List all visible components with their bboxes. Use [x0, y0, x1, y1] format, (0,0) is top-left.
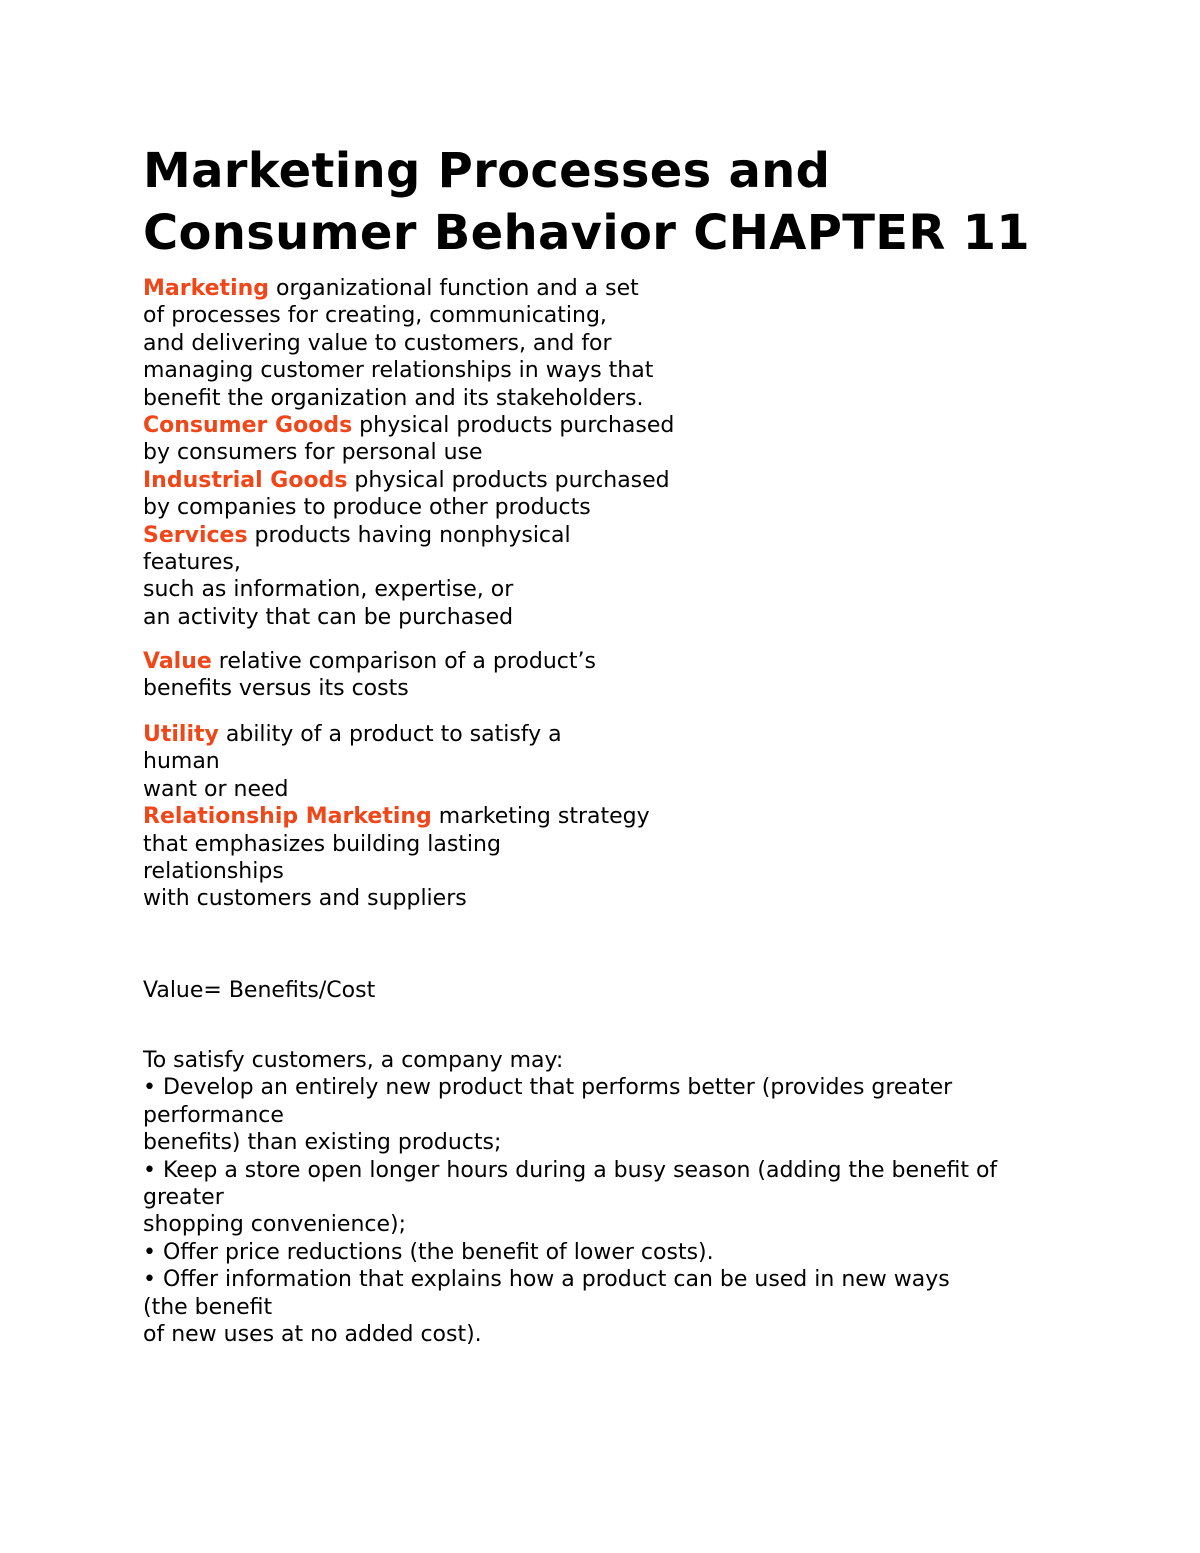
- list-item: • Offer price reductions (the benefit of lower costs).: [143, 1239, 714, 1265]
- list-item: performance: [143, 1102, 284, 1128]
- definition-relationship-marketing: [143, 803, 650, 830]
- definition-text: physical products purchased: [352, 412, 675, 438]
- definition-text: features,: [143, 549, 241, 575]
- term-relationship-marketing: Relationship Marketing: [143, 804, 432, 830]
- definition-text: products having nonphysical: [247, 522, 571, 548]
- term-value: Value: [143, 649, 212, 674]
- list-item: • Offer information that explains how a product can be used in new ways: [143, 1267, 950, 1293]
- definition-text: human: [143, 749, 220, 775]
- document-title: [143, 140, 1030, 264]
- definition-text: benefit the organization and its stakeholders.: [143, 385, 644, 411]
- definition-text: benefits versus its costs: [143, 676, 409, 702]
- list-item: • Develop an entirely new product that performs better (provides greater: [143, 1075, 953, 1101]
- term-services: Services: [143, 522, 248, 548]
- title-line-1: Marketing Processes and: [143, 143, 831, 199]
- definition-text: by consumers for personal use: [143, 440, 483, 466]
- definition-consumer-goods: [143, 412, 674, 439]
- definition-text: that emphasizes building lasting: [143, 831, 501, 857]
- list-item: shopping convenience);: [143, 1212, 407, 1238]
- definition-text: physical products purchased: [347, 467, 670, 493]
- definition-text: of processes for creating, communicating,: [143, 303, 607, 329]
- definition-services: [143, 522, 674, 549]
- term-consumer-goods: Consumer Goods: [143, 412, 353, 438]
- list-item: of new uses at no added cost).: [143, 1321, 482, 1347]
- definitions-group-goods: [143, 275, 674, 631]
- satisfy-customers-list: [143, 1047, 997, 1348]
- term-industrial-goods: Industrial Goods: [143, 467, 348, 493]
- definition-text: with customers and suppliers: [143, 886, 467, 912]
- term-utility: Utility: [143, 722, 219, 747]
- definition-marketing: [143, 275, 674, 302]
- definition-text: and delivering value to customers, and for: [143, 330, 612, 356]
- title-line-2: Consumer Behavior CHAPTER 11: [143, 205, 1031, 261]
- formula-text: Value= Benefits/Cost: [143, 978, 376, 1003]
- definition-text: relative comparison of a product’s: [211, 649, 596, 674]
- definition-value: [143, 648, 596, 675]
- list-intro: To satisfy customers, a company may:: [143, 1048, 564, 1073]
- definitions-group-value: [143, 648, 596, 703]
- definition-utility: [143, 721, 650, 748]
- value-formula: [143, 977, 375, 1004]
- definition-text: want or need: [143, 776, 289, 802]
- term-marketing: Marketing: [143, 276, 270, 301]
- list-item: • Keep a store open longer hours during a busy season (adding the benefit of: [143, 1157, 998, 1183]
- definition-text: organizational function and a set: [269, 276, 639, 301]
- definition-text: by companies to produce other products: [143, 495, 591, 521]
- definitions-group-utility: [143, 721, 650, 913]
- list-item: (the benefit: [143, 1294, 273, 1320]
- definition-text: managing customer relationships in ways that: [143, 358, 654, 384]
- definition-text: an activity that can be purchased: [143, 604, 514, 630]
- definition-text: such as information, expertise, or: [143, 577, 514, 603]
- list-item: greater: [143, 1184, 224, 1210]
- definition-industrial-goods: [143, 467, 674, 494]
- definition-text: marketing strategy: [431, 804, 650, 830]
- definition-text: ability of a product to satisfy a: [218, 722, 562, 747]
- list-item: benefits) than existing products;: [143, 1130, 502, 1156]
- definition-text: relationships: [143, 858, 284, 884]
